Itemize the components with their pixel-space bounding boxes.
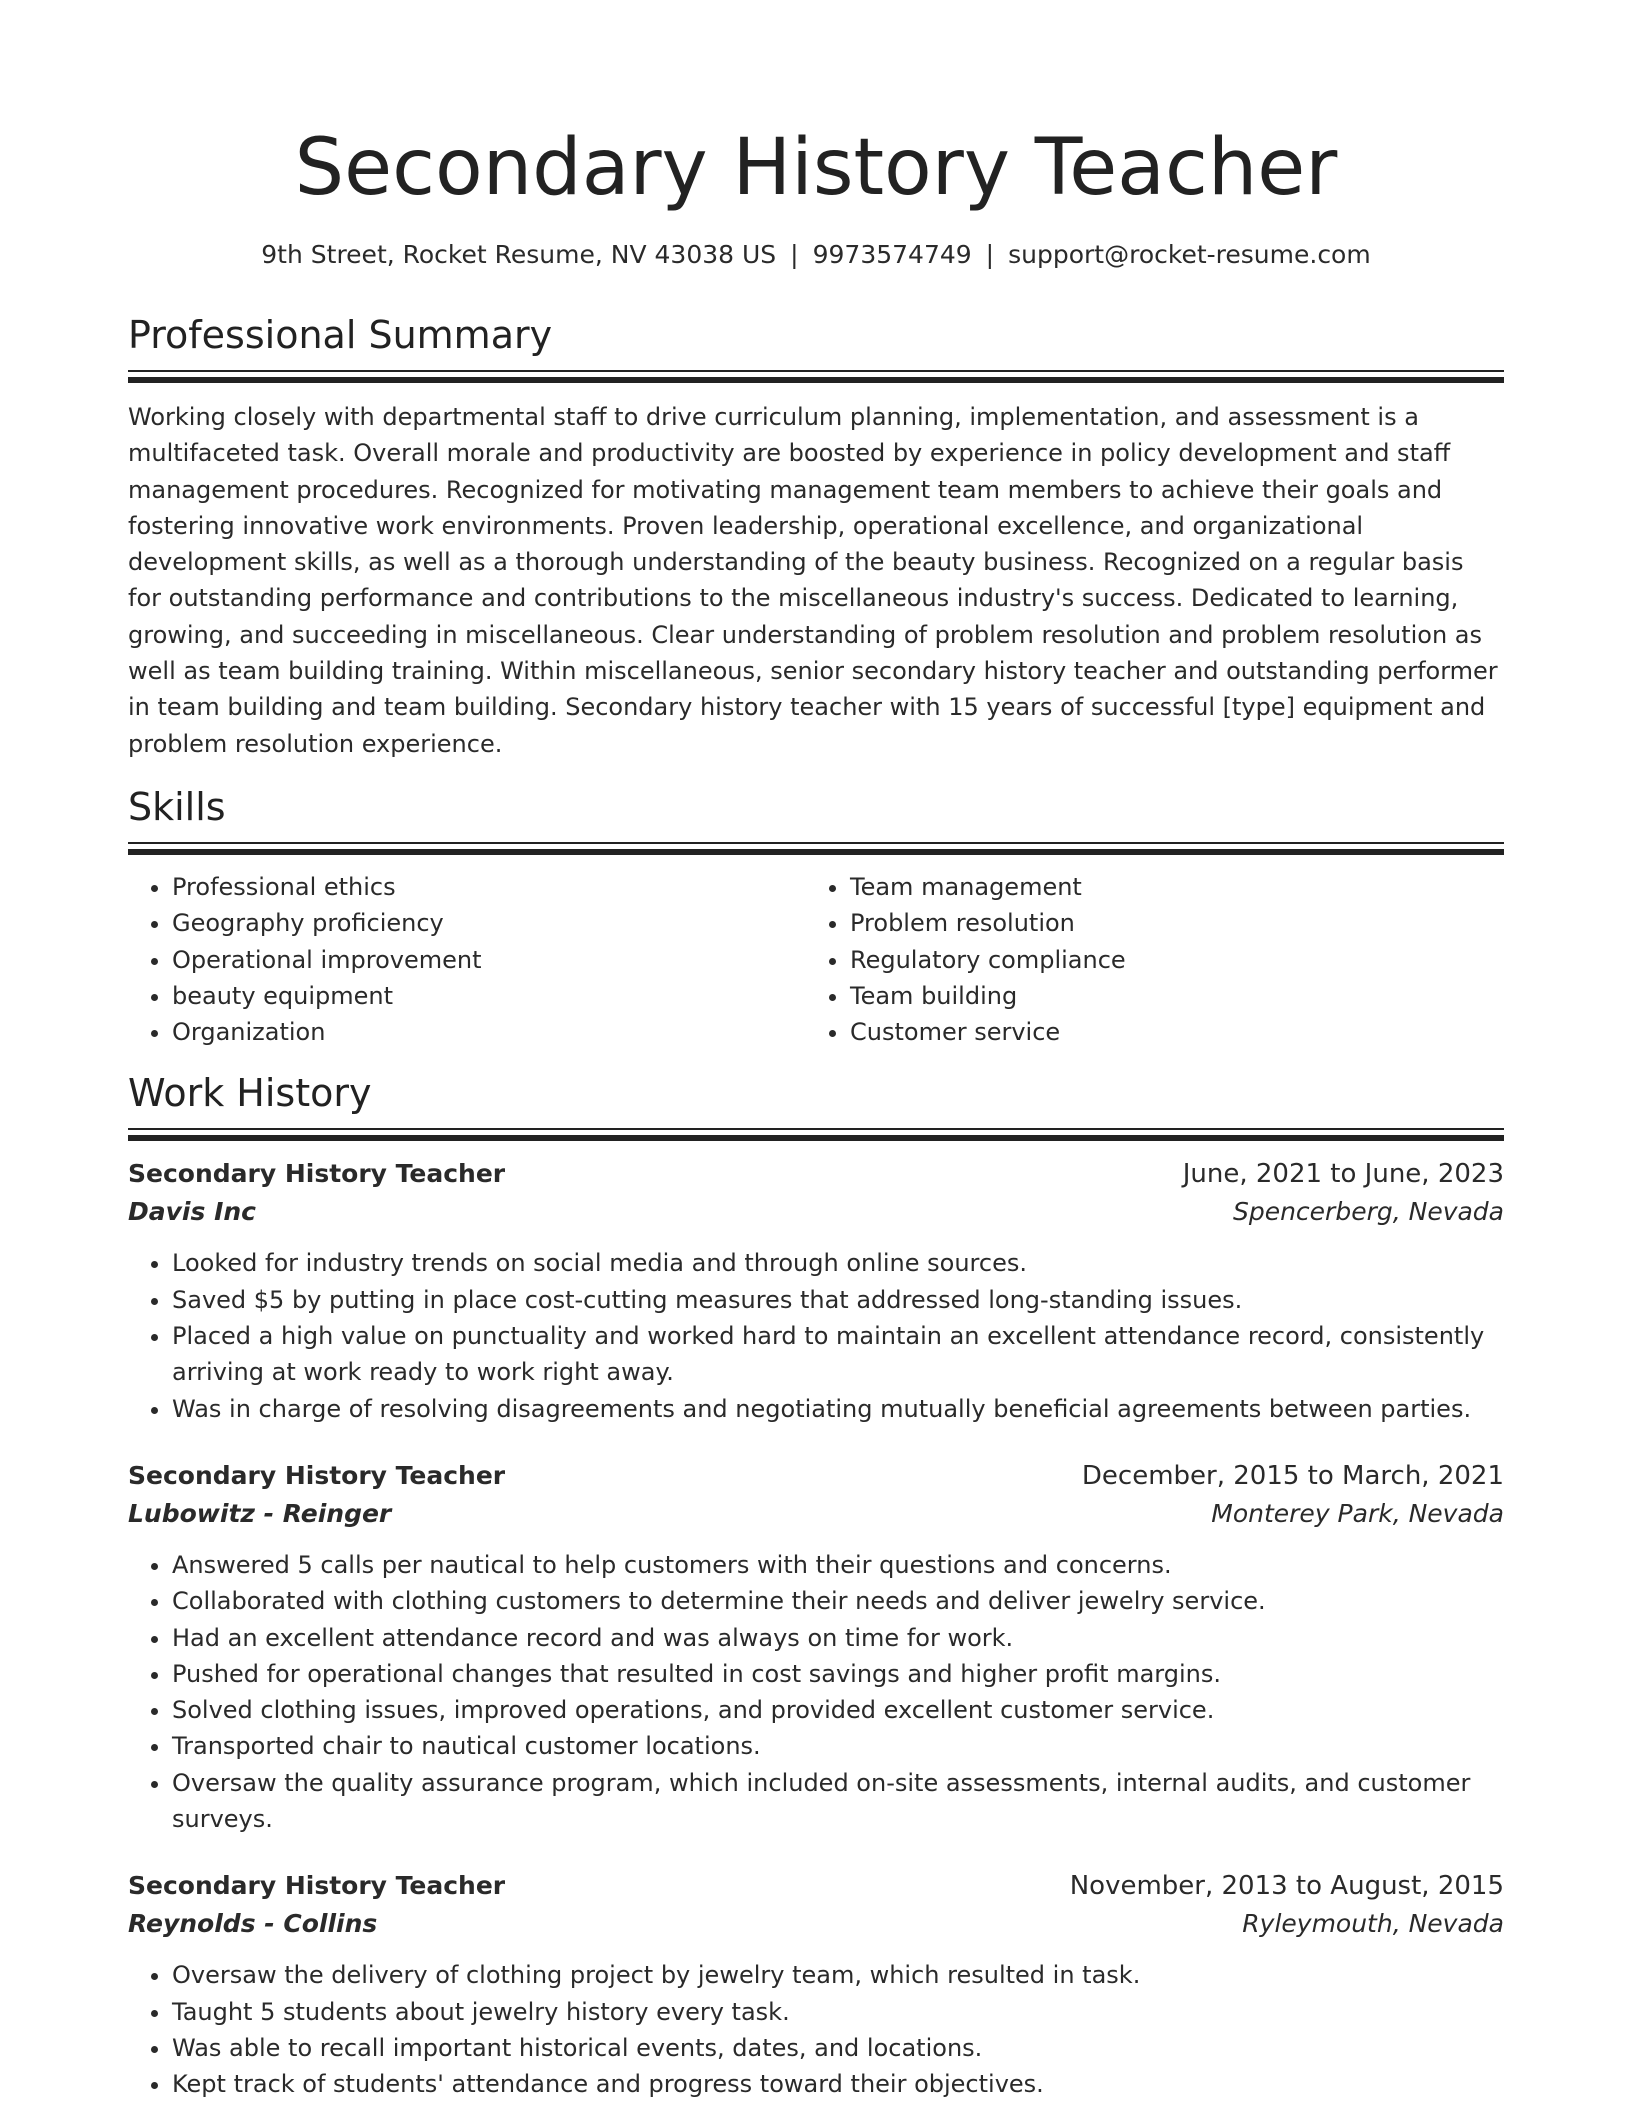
skill-item: • Professional ethics xyxy=(172,869,806,905)
job-dates: December, 2015 to March, 2021 xyxy=(1081,1460,1504,1491)
job-location: Ryleymouth, Nevada xyxy=(1242,1909,1504,1939)
job-company: Reynolds - Collins xyxy=(128,1909,378,1939)
section-title-skills: Skills xyxy=(128,784,226,829)
job-title: Secondary History Teacher xyxy=(128,1871,506,1901)
section-title-work-history: Work History xyxy=(128,1071,372,1116)
job-company: Davis Inc xyxy=(128,1197,256,1227)
resume-page xyxy=(128,0,1504,2103)
job-header-row xyxy=(128,1155,1504,1193)
job-bullet: • Was able to recall important historical events, dates, and locations. xyxy=(172,2030,1504,2066)
job-dates: June, 2021 to June, 2023 xyxy=(1182,1159,1504,1190)
skill-item: • Organization xyxy=(172,1014,806,1050)
skill-item: • beauty equipment xyxy=(172,978,806,1014)
job-bullet: • Had an excellent attendance record and was always on time for work. xyxy=(172,1620,1504,1656)
section-title-summary: Professional Summary xyxy=(128,313,553,357)
job-bullet: • Oversaw the delivery of clothing project by jewelry team, which resulted in task. xyxy=(172,1957,1504,1993)
job-location: Spencerberg, Nevada xyxy=(1232,1197,1504,1227)
job-bullets xyxy=(128,1957,1504,2102)
job-bullet: • Taught 5 students about jewelry history every task. xyxy=(172,1994,1504,2030)
job-bullet: • Collaborated with clothing customers to determine their needs and deliver jewelry service. xyxy=(172,1583,1504,1619)
job-entry xyxy=(128,1867,1504,2102)
skill-item: • Operational improvement xyxy=(172,942,806,978)
contact-line xyxy=(128,238,1504,272)
job-bullet: • Oversaw the quality assurance program, which included on-site assessments, internal audits, and customer surveys. xyxy=(172,1765,1504,1838)
contact-separator: | xyxy=(985,240,995,269)
skill-item: • Geography proficiency xyxy=(172,905,806,941)
job-bullet: • Saved $5 by putting in place cost-cutting measures that addressed long-standing issues. xyxy=(172,1282,1504,1318)
job-bullet: • Kept track of students' attendance and progress toward their objectives. xyxy=(172,2066,1504,2102)
job-header-row xyxy=(128,1457,1504,1495)
job-bullet: • Solved clothing issues, improved operations, and provided excellent customer service. xyxy=(172,1692,1504,1728)
contact-address: 9th Street, Rocket Resume, NV 43038 US xyxy=(261,240,777,269)
job-bullets xyxy=(128,1547,1504,1837)
skill-item: • Customer service xyxy=(850,1014,1484,1050)
job-company-row xyxy=(128,1193,1504,1231)
summary-text: Working closely with departmental staff to drive curriculum planning, implementation, and assessment is a multifaceted task. Overall morale and productivity are boosted by experience in policy development and staff management procedures. Recognized for motivating management team members to achieve their goals and fostering innovative work environments. Proven leadership, operational excellence, and organizational development skills, as well as a thorough understanding of the beauty business. Recognized on a regular basis for outstanding performance and contributions to the miscellaneous industry's success. Dedicated to learning, growing, and succeeding in miscellaneous. Clear understanding of problem resolution and problem resolution as well as team building training. Within miscellaneous, senior secondary history teacher and outstanding performer in team building and team building. Secondary history teacher with 15 years of successful [type] equipment and problem resolution experience. xyxy=(128,403,1498,758)
contact-email[interactable]: support@rocket-resume.com xyxy=(1008,240,1371,269)
job-title: Secondary History Teacher xyxy=(128,1460,506,1490)
section-divider xyxy=(128,370,1504,383)
job-bullets xyxy=(128,1245,1504,1426)
job-title: Secondary History Teacher xyxy=(128,1159,506,1189)
skills-list-right xyxy=(806,869,1484,1050)
job-bullet: • Transported chair to nautical customer locations. xyxy=(172,1728,1504,1764)
job-entry xyxy=(128,1457,1504,1837)
job-bullet: • Was in charge of resolving disagreements and negotiating mutually beneficial agreements between parties. xyxy=(172,1391,1504,1427)
work-history-section xyxy=(128,1070,1504,2102)
job-dates: November, 2013 to August, 2015 xyxy=(1069,1871,1504,1902)
job-bullet: • Looked for industry trends on social media and through online sources. xyxy=(172,1245,1504,1281)
skill-item: • Team building xyxy=(850,978,1484,1014)
skill-item: • Problem resolution xyxy=(850,905,1484,941)
job-bullet: • Placed a high value on punctuality and worked hard to maintain an excellent attendance record, consistently arriving at work ready to work right away. xyxy=(172,1318,1504,1391)
contact-separator: | xyxy=(790,240,799,269)
skill-item: • Team management xyxy=(850,869,1484,905)
skills-grid xyxy=(128,869,1504,1050)
job-location: Monterey Park, Nevada xyxy=(1211,1498,1504,1528)
job-bullet: • Answered 5 calls per nautical to help customers with their questions and concerns. xyxy=(172,1547,1504,1583)
skills-list-left xyxy=(128,869,806,1050)
job-entry xyxy=(128,1155,1504,1426)
section-divider xyxy=(128,1128,1504,1141)
contact-phone: 9973574749 xyxy=(812,240,972,269)
job-company-row xyxy=(128,1495,1504,1533)
job-company-row xyxy=(128,1905,1504,1943)
section-divider xyxy=(128,842,1504,855)
professional-summary-section xyxy=(128,312,1504,762)
candidate-name: Secondary History Teacher xyxy=(294,123,1338,213)
job-header-row xyxy=(128,1867,1504,1905)
job-company: Lubowitz - Reinger xyxy=(128,1498,392,1528)
job-bullet: • Pushed for operational changes that resulted in cost savings and higher profit margins. xyxy=(172,1656,1504,1692)
skill-item: • Regulatory compliance xyxy=(850,942,1484,978)
skills-section xyxy=(128,784,1504,1050)
